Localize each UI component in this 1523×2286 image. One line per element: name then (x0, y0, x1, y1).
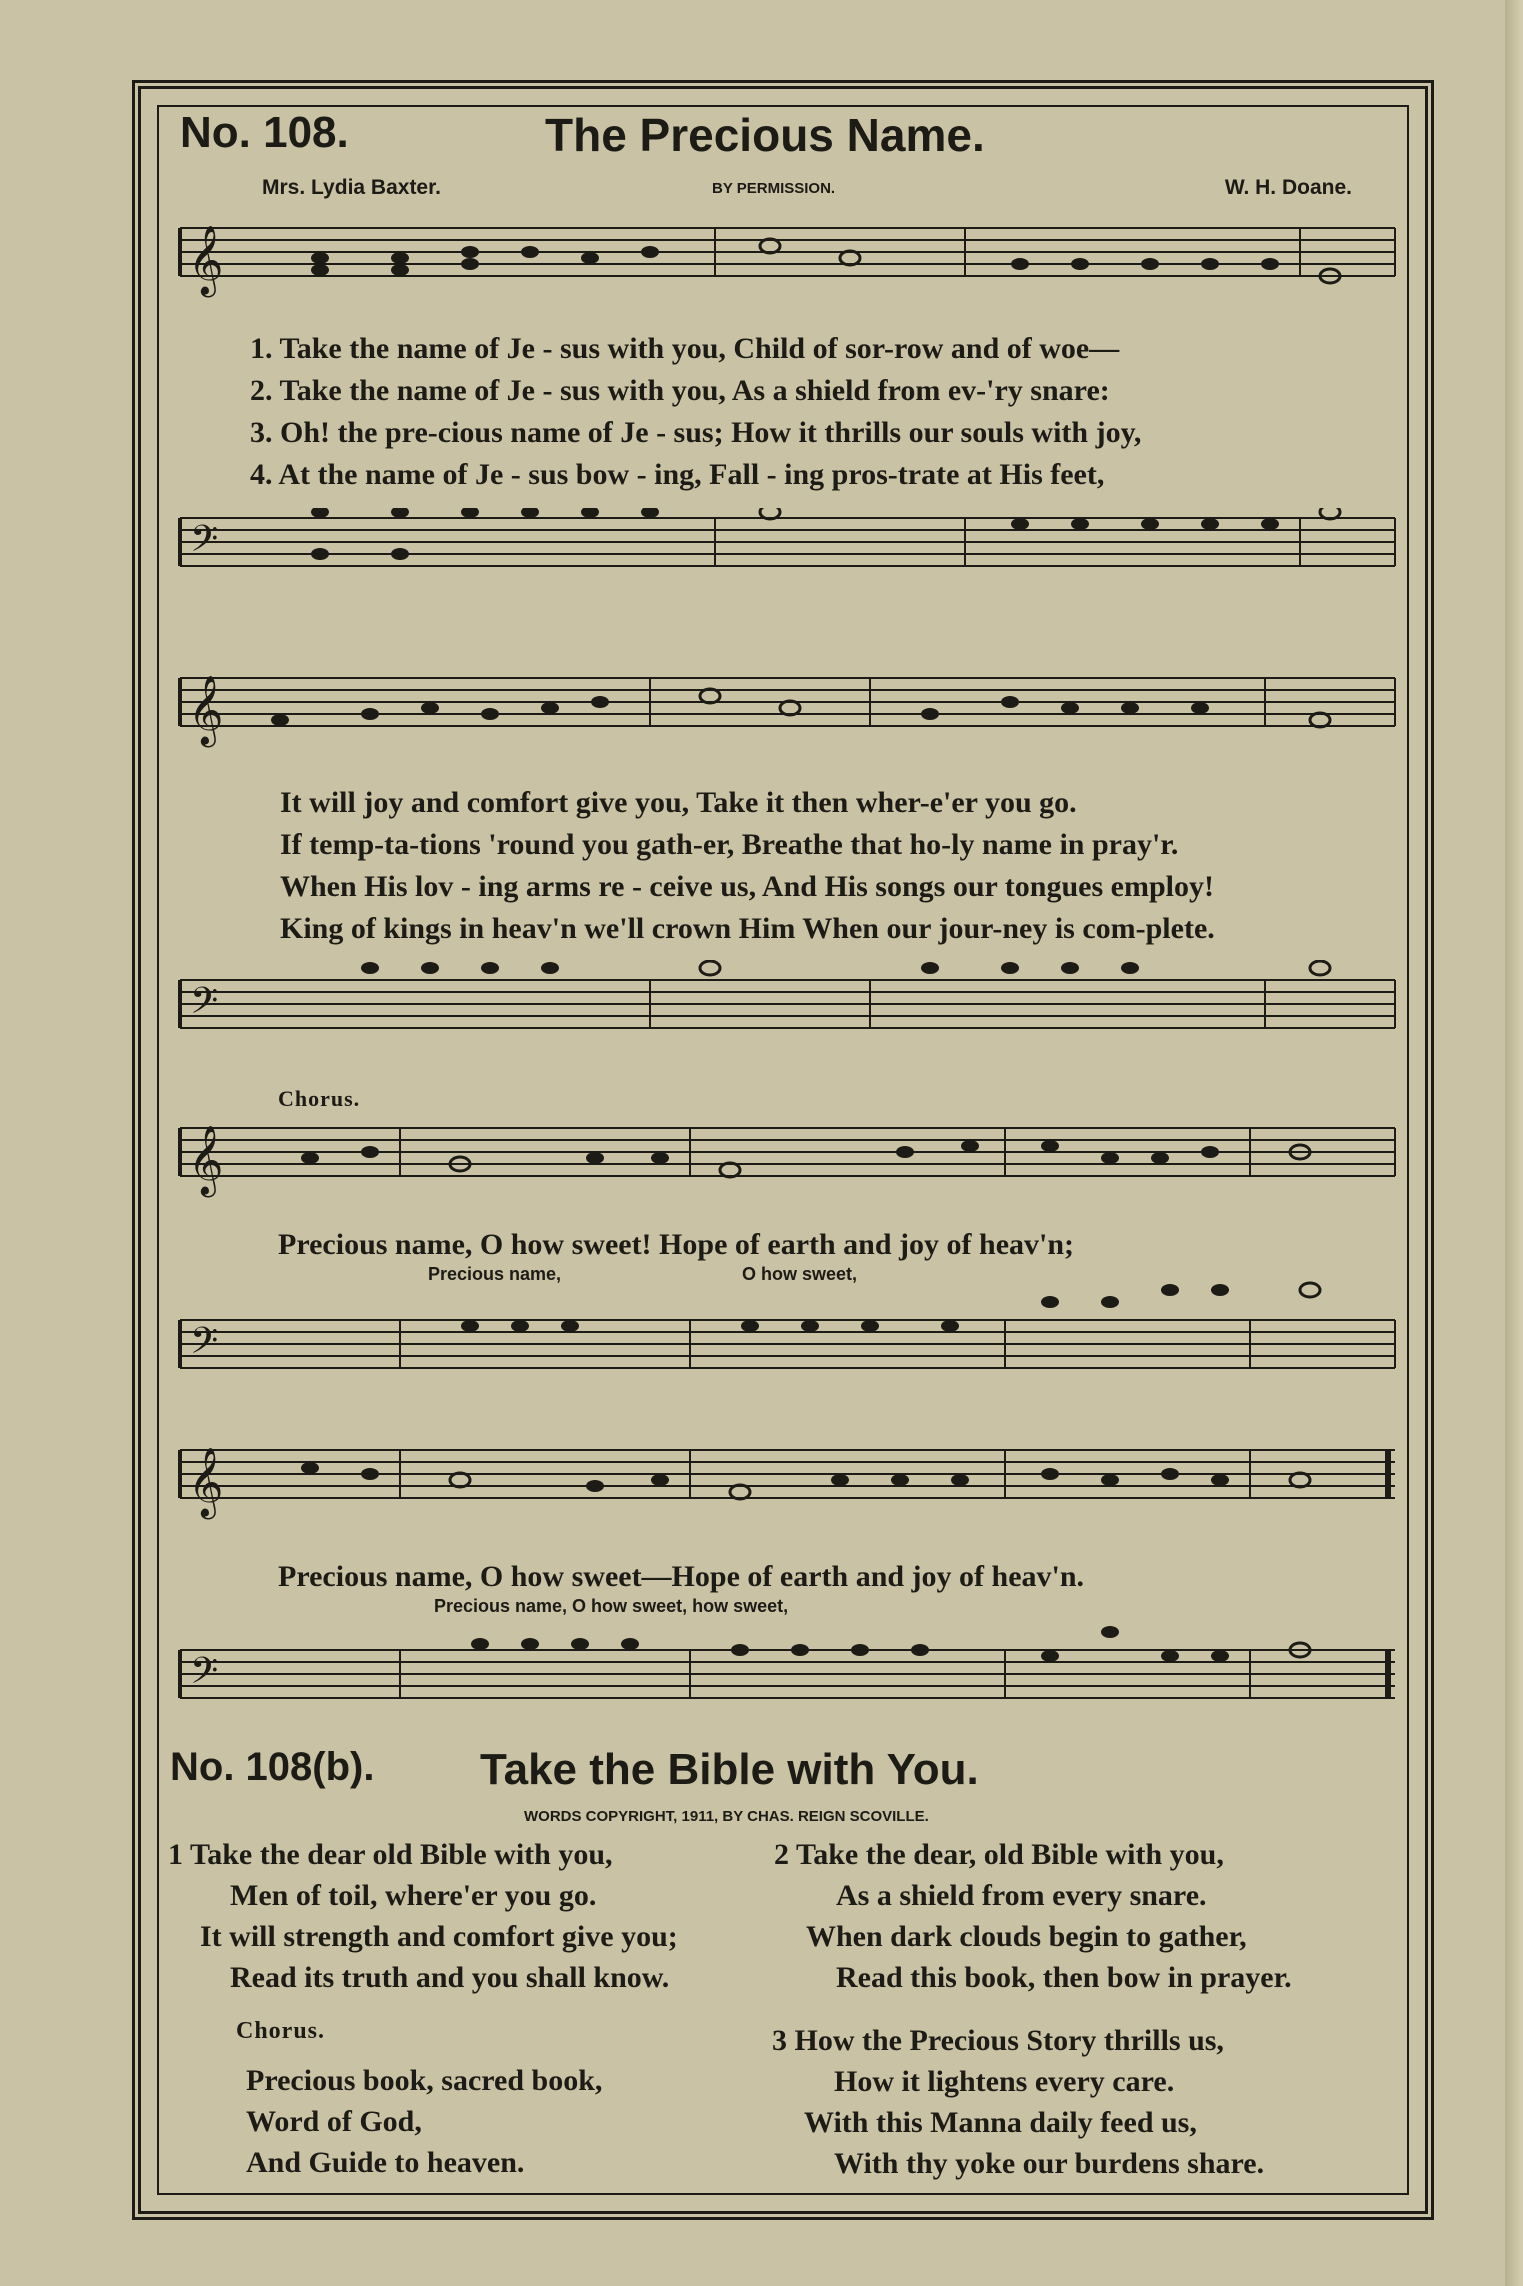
verse-line: With thy yoke our burdens share. (834, 2147, 1265, 2180)
hymn-title: The Precious Name. (545, 109, 985, 161)
chorus-line: And Guide to heaven. (246, 2146, 525, 2179)
svg-text:𝄢: 𝄢 (190, 980, 219, 1031)
verse-line: With this Manna daily feed us, (804, 2106, 1197, 2139)
verse-line: It will strength and comfort give you; (200, 1920, 678, 1953)
page-edge (1505, 0, 1523, 2286)
chorus-lyric-line-2: Precious name, O how sweet—Hope of earth and joy of heav'n. (278, 1560, 1085, 1593)
author: Mrs. Lydia Baxter. (262, 176, 441, 199)
verse-line: Read its truth and you shall know. (230, 1961, 670, 1994)
hymn-credits (262, 176, 1352, 206)
system-1-bass-staff (170, 508, 1400, 618)
lyric-line: It will joy and comfort give you, Take it then wher-e'er you go. (280, 786, 1077, 819)
svg-text:𝄞: 𝄞 (188, 1447, 224, 1517)
chorus-line: Word of God, (246, 2105, 422, 2138)
verse-line: When dark clouds begin to gather, (806, 1920, 1247, 1953)
chorus-label: Chorus. (278, 1086, 361, 1111)
system-2-bass-staff (170, 960, 1400, 1060)
verse-line: 1 Take the dear old Bible with you, (168, 1838, 613, 1871)
svg-text:𝄞: 𝄞 (188, 1125, 224, 1195)
chorus-lyric-line-1: Precious name, O how sweet! Hope of earth and joy of heav'n; (278, 1228, 1075, 1261)
hymn-number: No. 108. (180, 108, 349, 157)
hymn-b-verse-3 (772, 2020, 1264, 2184)
verse-line: As a shield from every snare. (836, 1879, 1207, 1912)
svg-text:𝄞: 𝄞 (188, 225, 224, 295)
verse-line: 3 How the Precious Story thrills us, (772, 2024, 1224, 2057)
chorus-1-treble-staff (170, 1118, 1400, 1218)
lyric-line: King of kings in heav'n we'll crown Him When our jour-ney is com-plete. (280, 912, 1215, 945)
composer: W. H. Doane. (1224, 176, 1352, 199)
hymn-b-header (170, 1745, 1370, 1805)
system-2-lyrics (280, 782, 1215, 950)
svg-text:𝄢: 𝄢 (190, 1650, 219, 1701)
lyric-line: 2. Take the name of Je - sus with you, As a shield from ev-'ry snare: (250, 374, 1110, 407)
chorus-echo-1a: Precious name, (428, 1264, 562, 1284)
svg-text:𝄞: 𝄞 (188, 675, 224, 745)
permission-note: BY PERMISSION. (712, 180, 836, 197)
lyric-line: If temp-ta-tions 'round you gath-er, Breathe that ho-ly name in pray'r. (280, 828, 1179, 861)
hymn-b-chorus (246, 2060, 602, 2183)
chorus-2-treble-staff (170, 1440, 1400, 1540)
chorus-2-bass-staff (170, 1620, 1400, 1730)
copyright-note: WORDS COPYRIGHT, 1911, BY CHAS. REIGN SCOVILLE. (524, 1808, 929, 1825)
verse-line: Read this book, then bow in prayer. (836, 1961, 1292, 1994)
verse-line: Men of toil, where'er you go. (230, 1879, 597, 1912)
svg-text:𝄢: 𝄢 (190, 518, 219, 569)
lyric-line: 3. Oh! the pre-cious name of Je - sus; How it thrills our souls with joy, (250, 416, 1142, 449)
system-2-treble-staff (170, 668, 1400, 778)
chorus-echo-1b: O how sweet, (742, 1264, 858, 1284)
hymn-b-chorus-label: Chorus. (236, 2018, 326, 2044)
hymn-b-number: No. 108(b). (170, 1745, 375, 1789)
system-1-lyrics (250, 328, 1141, 496)
lyric-line: 4. At the name of Je - sus bow - ing, Fall - ing pros-trate at His feet, (250, 458, 1105, 491)
chorus-1-bass-staff (170, 1280, 1400, 1400)
verse-line: How it lightens every care. (834, 2065, 1175, 2098)
lyric-line: 1. Take the name of Je - sus with you, Child of sor-row and of woe— (250, 332, 1120, 365)
hymn-b-verse-2 (774, 1834, 1292, 1998)
hymn-b-title: Take the Bible with You. (480, 1745, 979, 1794)
svg-text:𝄢: 𝄢 (190, 1320, 219, 1371)
verse-line: 2 Take the dear, old Bible with you, (774, 1838, 1224, 1871)
system-1-treble-staff (170, 218, 1400, 328)
lyric-line: When His lov - ing arms re - ceive us, And His songs our tongues employ! (280, 870, 1214, 903)
hymn-header (180, 108, 1340, 168)
chorus-echo-2: Precious name, O how sweet, how sweet, (434, 1596, 789, 1616)
chorus-line: Precious book, sacred book, (246, 2064, 603, 2097)
hymn-b-verse-1 (168, 1834, 678, 1998)
